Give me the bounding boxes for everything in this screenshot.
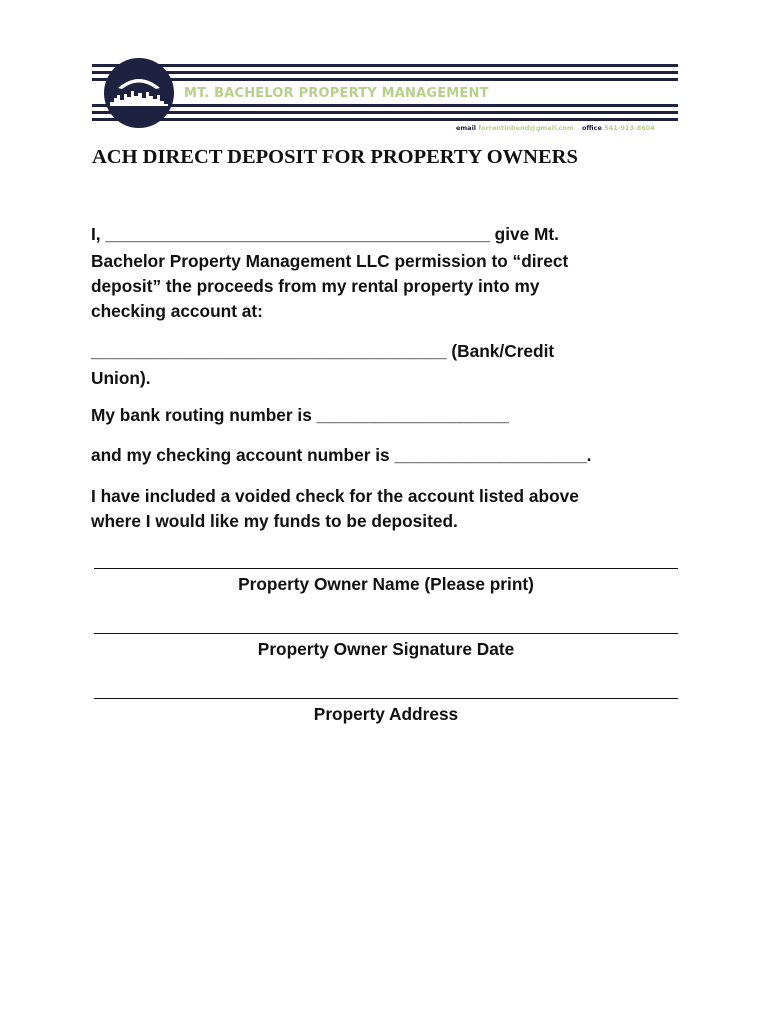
contact-line <box>456 124 674 138</box>
permission-line-1: I, ________________________________________ give Mt. <box>91 224 559 244</box>
voided-check-line-1: I have included a voided check for the account listed above <box>91 486 579 506</box>
letterhead <box>0 0 770 140</box>
header-stripe <box>92 64 678 67</box>
bank-line-1: _____________________________________ (Bank/Credit <box>91 341 555 361</box>
company-name: MT. BACHELOR PROPERTY MANAGEMENT <box>182 86 493 101</box>
email-value[interactable]: forrentinbend@gmail.com <box>478 124 574 132</box>
property-address-line[interactable] <box>94 698 678 700</box>
owner-signature-line[interactable] <box>94 633 678 635</box>
document-title: ACH DIRECT DEPOSIT FOR PROPERTY OWNERS <box>92 146 578 168</box>
permission-line-2: Bachelor Property Management LLC permission to “direct <box>91 251 569 271</box>
email-label: email <box>456 124 477 132</box>
office-phone: 541-913-8604 <box>604 124 655 132</box>
owner-name-label: Property Owner Name (Please print) <box>238 574 534 594</box>
office-label: office <box>581 124 602 132</box>
permission-line-3: deposit” the proceeds from my rental property into my <box>91 276 540 296</box>
header-stripe <box>92 104 678 107</box>
header-stripe <box>92 118 678 121</box>
header-stripe <box>92 78 678 81</box>
property-address-label: Property Address <box>313 704 459 724</box>
account-number-line: and my checking account number is ____________________. <box>91 445 592 465</box>
mountain-skyline-logo-icon <box>104 58 174 128</box>
voided-check-line-2: where I would like my funds to be deposited. <box>91 511 458 531</box>
owner-signature-label: Property Owner Signature Date <box>257 639 515 659</box>
header-stripe <box>92 111 678 114</box>
bank-line-2: Union). <box>91 368 151 388</box>
permission-line-4: checking account at: <box>91 301 263 321</box>
owner-name-line[interactable] <box>94 568 678 570</box>
header-stripe <box>92 71 678 74</box>
routing-number-line: My bank routing number is ____________________ <box>91 405 509 425</box>
